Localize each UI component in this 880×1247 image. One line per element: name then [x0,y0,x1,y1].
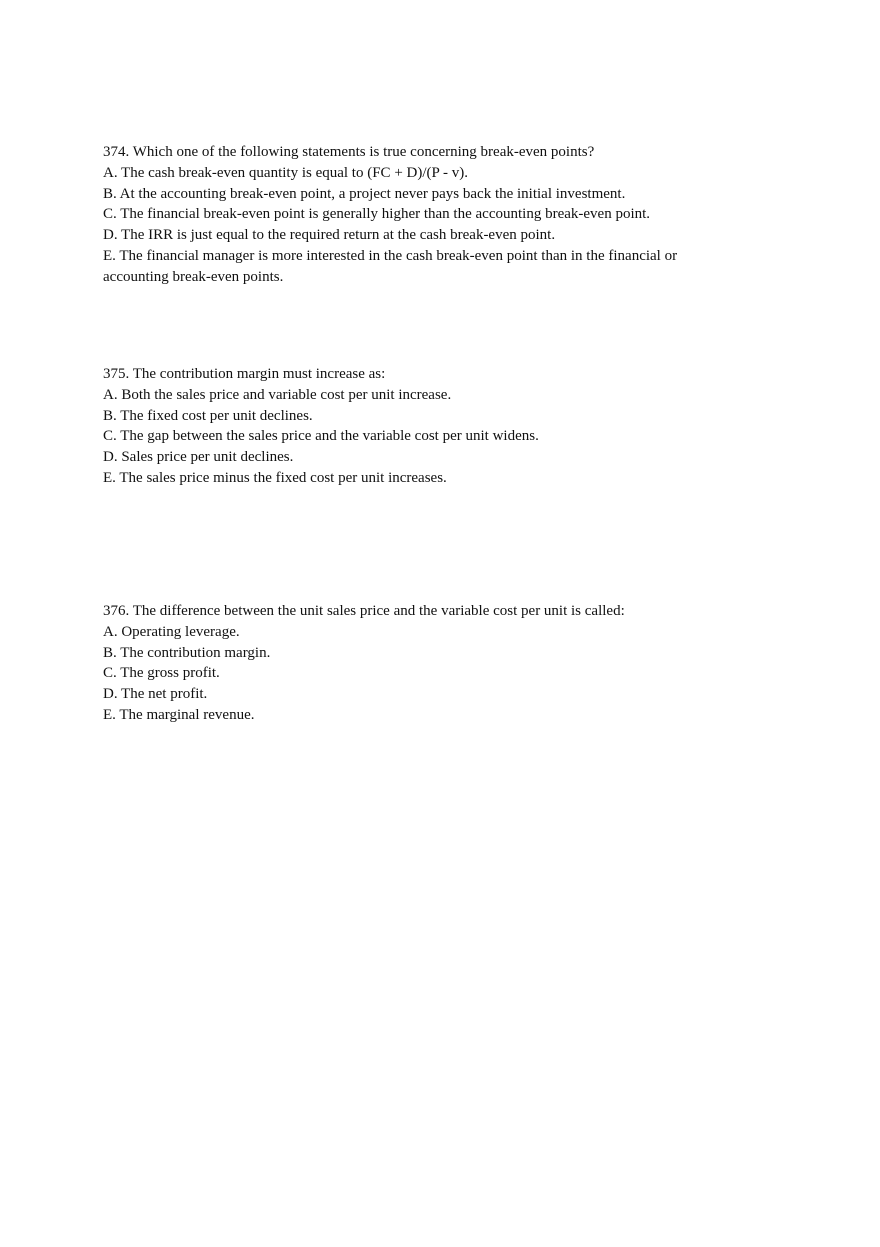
option-b: B. At the accounting break-even point, a project never pays back the initial investment. [103,185,626,202]
question-374 [103,142,723,288]
option-d: D. The IRR is just equal to the required return at the cash break-even point. [103,227,556,244]
option-c: C. The gap between the sales price and the variable cost per unit widens. [103,428,539,445]
option-e: E. The financial manager is more interested in the cash break-even point than in the financial or accounting break-even points. [103,247,678,285]
question-stem: 375. The contribution margin must increase as: [103,366,386,382]
question-stem: 376. The difference between the unit sales price and the variable cost per unit is called: [103,603,625,619]
option-a: A. Both the sales price and variable cost per unit increase. [103,386,452,403]
option-b: B. The contribution margin. [103,644,271,661]
option-d: D. The net profit. [103,686,208,703]
option-e: E. The sales price minus the fixed cost per unit increases. [103,469,447,486]
option-a: A. Operating leverage. [103,623,240,640]
option-d: D. Sales price per unit declines. [103,449,294,466]
option-a: A. The cash break-even quantity is equal to (FC + D)/(P - v). [103,164,469,181]
option-c: C. The gross profit. [103,665,220,682]
option-c: C. The financial break-even point is generally higher than the accounting break-even point. [103,206,651,223]
question-376 [103,601,723,726]
option-b: B. The fixed cost per unit declines. [103,407,313,424]
option-e: E. The marginal revenue. [103,706,255,723]
question-stem: 374. Which one of the following statements is true concerning break-even points? [103,144,595,160]
question-375 [103,364,723,489]
